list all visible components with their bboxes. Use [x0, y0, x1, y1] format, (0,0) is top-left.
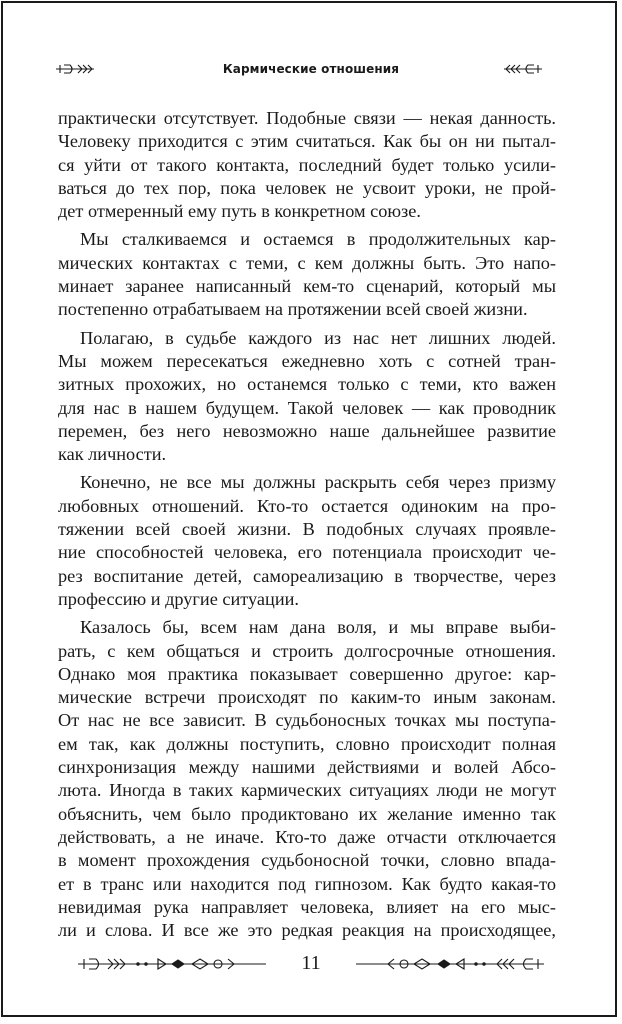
text-line: дет отмеренный ему путь в конкретном союзе. — [58, 201, 421, 222]
text-line: постепенно отрабатываем на протяжении всей своей жизни. — [58, 299, 528, 320]
text-line: как личности. — [58, 444, 167, 465]
text-line: действовать, а не иначе. Кто-то даже отчасти отключается — [58, 826, 556, 847]
text-line: перемен, без него невозможно наше дальнейшее развитие — [58, 420, 556, 441]
text-line: Мы можем пересекаться ежедневно хоть с сотней тран- — [58, 350, 556, 371]
text-line: объяснить, чем было продиктовано их желание именно так — [58, 803, 556, 824]
paragraph — [58, 228, 556, 321]
paragraph — [58, 107, 556, 223]
running-header — [0, 58, 622, 82]
arrow-left-ornament-icon — [502, 63, 542, 75]
text-line: ли и слова. И все же это редкая реакция на происходящее, — [58, 920, 556, 941]
page-footer — [0, 950, 622, 980]
text-line: ся уйти от такого контакта, последний будет только усили- — [58, 154, 556, 175]
body-text — [58, 107, 556, 947]
text-line: ние способностей человека, его потенциала происходит че- — [58, 542, 556, 563]
text-line: для нас в нашем будущем. Такой человек — как проводник — [58, 397, 556, 418]
text-line: зитных прохожих, но останемся только с теми, кто важен — [58, 374, 556, 395]
header-title: Кармические отношения — [222, 62, 400, 76]
text-line: мические встречи происходят по каким-то иным законам. — [58, 687, 556, 708]
paragraph — [58, 471, 556, 611]
text-line: ваться до тех пор, пока человек не усвоит уроки, не прой- — [58, 177, 556, 198]
text-line: в момент прохождения судьбоносной точки, словно впада- — [58, 850, 556, 871]
text-line: ем так, как должны поступить, словно происходит полная — [58, 733, 556, 754]
text-line: рез воспитание детей, самореализацию в творчестве, через — [58, 565, 556, 586]
text-line: Человеку приходится с этим считаться. Как бы он ни пытал- — [58, 131, 556, 152]
text-line: рать, с кем общаться и строить долгосрочные отношения. — [58, 640, 556, 661]
text-line: От нас не все зависит. В судьбоносных точках мы поступа- — [58, 710, 556, 731]
text-line: невидимая рука направляет человека, влияет на его мыс- — [58, 896, 556, 917]
text-line: тяжении всей своей жизни. В подобных случаях проявле- — [58, 519, 556, 540]
text-line: люта. Иногда в таких кармических ситуациях люди не могут — [58, 780, 556, 801]
text-line: Полагаю, в судьбе каждого из нас нет лишних людей. — [80, 327, 556, 348]
text-line: Казалось бы, всем нам дана воля, и мы вправе выби- — [80, 617, 556, 638]
text-line: любовных отношений. Кто-то остается одиноким на про- — [58, 495, 556, 516]
text-line: мических контактах с теми, с кем должны быть. Это напо- — [58, 252, 556, 273]
paragraph — [58, 616, 556, 942]
text-line: синхронизация между нашими действиями и волей Абсо- — [58, 757, 556, 778]
text-line: практически отсутствует. Подобные связи — некая данность. — [58, 108, 556, 128]
text-line: профессию и другие ситуации. — [58, 588, 299, 609]
text-line: Однако моя практика показывает совершенно другое: кар- — [58, 663, 556, 684]
page-number: 11 — [301, 952, 321, 974]
paragraph — [58, 327, 556, 467]
arrow-left-ornament-icon — [354, 956, 544, 972]
text-line: минает заранее написанный кем-то сценарий, который мы — [58, 276, 556, 297]
text-line: Конечно, не все мы должны раскрыть себя через призму — [80, 472, 556, 493]
text-line: ет в транс или находится под гипнозом. Как будто какая-то — [58, 873, 556, 894]
text-line: Мы сталкиваемся и остаемся в продолжительных кар- — [80, 229, 556, 250]
